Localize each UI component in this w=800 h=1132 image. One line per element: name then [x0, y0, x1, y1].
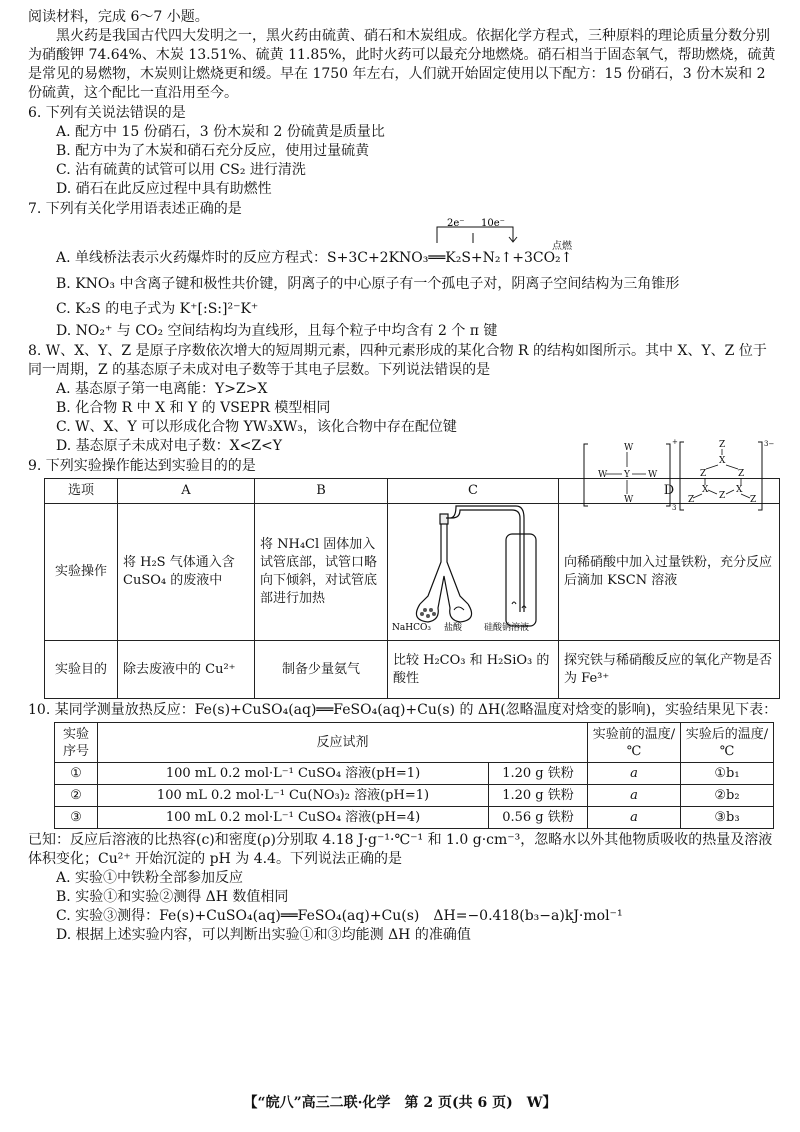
atom-w-left: W [598, 470, 608, 480]
row-temp-after: ②b₂ [681, 785, 774, 807]
apparatus-diagram [388, 504, 548, 634]
electron-label-10: 10e⁻ [481, 218, 505, 229]
atom-z-4: Z [719, 491, 726, 501]
label-nahco3: NaHCO₃ [392, 623, 431, 633]
atom-z-2: Z [700, 469, 707, 479]
row-solution: 100 mL 0.2 mol·L⁻¹ CuSO₄ 溶液(pH=4) [98, 807, 489, 829]
q6-option-c: C. 沾有硫黄的试管可以用 CS₂ 进行清洗 [56, 162, 306, 178]
q10-option-a: A. 实验①中铁粉全部参加反应 [56, 870, 244, 886]
compound-r-structure [580, 436, 775, 512]
row-number: ③ [55, 807, 98, 829]
q8-option-c: C. W、X、Y 可以形成化合物 YW₃XW₃，该化合物中存在配位键 [56, 419, 457, 435]
q9-operation-d: 向稀硝酸中加入过量铁粉，充分反应后滴加 KSCN 溶液 [559, 504, 780, 641]
row-number: ① [55, 763, 98, 785]
reading-passage: 黑火药是我国古代四大发明之一，黑火药由硫黄、硝石和木炭组成。依据化学方程式，三种原料的理论质量分数分别为硝酸钾 74.64%、木炭 13.51%、硫黄 11.85%，此时火药可以最充分地燃烧。硝石相当于固态氧气，帮助燃烧，硫黄是常见的易燃物，木炭则让燃烧更和缓。早在 1750 年左右，人们就开始固定使用以下配方：15 份硝石，3 份木炭和 2 份硫黄，这个配比一直沿用至今。 [28, 28, 776, 101]
atom-x-2: X [702, 485, 709, 495]
row-solution: 100 mL 0.2 mol·L⁻¹ Cu(NO₃)₂ 溶液(pH=1) [98, 785, 489, 807]
table-row [55, 807, 774, 829]
row-iron: 0.56 g 铁粉 [489, 807, 588, 829]
row-number: ② [55, 785, 98, 807]
q8-option-b: B. 化合物 R 中 X 和 Y 的 VSEPR 模型相同 [56, 400, 331, 416]
atom-x-3: X [736, 485, 743, 495]
cation-count: 3 [672, 504, 677, 512]
q9-stem: 9. 下列实验操作能达到实验目的的是 [28, 458, 256, 474]
atom-z-6: Z [750, 495, 757, 505]
reading-intro: 阅读材料，完成 6～7 小题。 [28, 9, 209, 25]
q7-option-a [28, 219, 778, 275]
q10-option-b: B. 实验①和实验②测得 ΔH 数值相同 [56, 889, 289, 905]
q9-operation-label: 实验操作 [45, 504, 118, 641]
q7-option-a-text: A. 单线桥法表示火药爆炸时的反应方程式：S+3C+2KNO₃══K₂S+N₂↑+3CO₂↑ [56, 250, 573, 266]
table-row [55, 763, 774, 785]
q6-option-d: D. 硝石在此反应过程中具有助燃性 [56, 181, 272, 197]
row-temp-after: ①b₁ [681, 763, 774, 785]
q7-stem: 7. 下列有关化学用语表述正确的是 [28, 201, 242, 217]
q8-option-d: D. 基态原子未成对电子数：X<Z<Y [56, 438, 283, 454]
q9-operation-c [388, 504, 559, 641]
label-sodium-silicate: 硅酸钠溶液 [484, 623, 530, 633]
table-row [55, 785, 774, 807]
q10-stem: 10. 某同学测量放热反应：Fe(s)+CuSO₄(aq)══FeSO₄(aq)+Cu(s) 的 ΔH(忽略温度对焓变的影响)，实验结果见下表： [28, 702, 778, 718]
atom-z-3: Z [738, 469, 745, 479]
page-footer: 【“皖八”高三二联·化学 第 2 页(共 6 页) W】 [243, 1095, 557, 1111]
atom-y-center: Y [624, 470, 630, 480]
q6-stem: 6. 下列有关说法错误的是 [28, 105, 186, 121]
atom-w-bottom: W [624, 495, 634, 505]
q7-option-d: D. NO₂⁺ 与 CO₂ 空间结构均为直线形，且每个粒子中均含有 2 个 π 键 [56, 323, 498, 339]
q9-operation-row [45, 504, 780, 641]
q10-known: 已知：反应后溶液的比热容(c)和密度(ρ)分别取 4.18 J·g⁻¹·℃⁻¹ 和 1.0 g·cm⁻³，忽略水以外其他物质吸收的热量及溶液体积变化；Cu²⁺ 开始沉淀的 pH 为 4.4。下列说法正确的是 [28, 832, 773, 867]
q10-option-d: D. 根据上述实验内容，可以判断出实验①和③均能测 ΔH 的准确值 [56, 927, 471, 943]
q10-option-c: C. 实验③测得：Fe(s)+CuSO₄(aq)══FeSO₄(aq)+Cu(s) ΔH=−0.418(b₃−a)kJ·mol⁻¹ [56, 908, 623, 924]
atom-z-1: Z [719, 440, 726, 450]
q9-header-option: 选项 [45, 479, 118, 504]
q9-purpose-label: 实验目的 [45, 641, 118, 699]
q9-operation-b: 将 NH₄Cl 固体加入试管底部，试管口略向下倾斜，对试管底部进行加热 [255, 504, 388, 641]
q9-header-a: A [118, 479, 255, 504]
q8-option-a: A. 基态原子第一电离能：Y>Z>X [56, 381, 268, 397]
q7-option-c: C. K₂S 的电子式为 K⁺[:S:]²⁻K⁺ [56, 301, 259, 317]
anion-charge: 3− [764, 440, 775, 448]
q6-option-a: A. 配方中 15 份硝石，3 份木炭和 2 份硫黄是质量比 [56, 124, 385, 140]
q9-purpose-a: 除去废液中的 Cu²⁺ [118, 641, 255, 699]
q9-purpose-b: 制备少量氨气 [255, 641, 388, 699]
row-temp-before: a [588, 785, 681, 807]
q10-table [54, 722, 774, 829]
atom-w-right: W [648, 470, 658, 480]
q10-header-after: 实验后的温度/℃ [681, 723, 774, 763]
q9-operation-a: 将 H₂S 气体通入含 CuSO₄ 的废液中 [118, 504, 255, 641]
q9-header-b: B [255, 479, 388, 504]
ignition-condition: 点燃 [552, 241, 572, 252]
q9-header-c: C [388, 479, 559, 504]
label-hydrochloric-acid: 盐酸 [444, 623, 463, 633]
q9-purpose-c: 比较 H₂CO₃ 和 H₂SiO₃ 的酸性 [388, 641, 559, 699]
row-iron: 1.20 g 铁粉 [489, 763, 588, 785]
row-temp-after: ③b₃ [681, 807, 774, 829]
row-temp-before: a [588, 807, 681, 829]
q7-option-b: B. KNO₃ 中含离子键和极性共价键，阴离子的中心原子有一个孤电子对，阴离子空间结构为三角锥形 [56, 276, 680, 292]
row-solution: 100 mL 0.2 mol·L⁻¹ CuSO₄ 溶液(pH=1) [98, 763, 489, 785]
electron-label-2: 2e⁻ [447, 218, 465, 229]
q10-header-reagent: 反应试剂 [98, 723, 588, 763]
q9-purpose-d: 探究铁与稀硝酸反应的氧化产物是否为 Fe³⁺ [559, 641, 780, 699]
atom-x-1: X [719, 456, 726, 466]
row-iron: 1.20 g 铁粉 [489, 785, 588, 807]
atom-z-5: Z [688, 495, 695, 505]
single-bridge-arrows [433, 219, 533, 243]
row-temp-before: a [588, 763, 681, 785]
q10-header-no: 实验序号 [55, 723, 98, 763]
q8-stem: 8. W、X、Y、Z 是原子序数依次增大的短周期元素，四种元素形成的某化合物 R 的结构如图所示。其中 X、Y、Z 位于同一周期，Z 的基态原子未成对电子数等于其电子层数。下列说法错误的是 [28, 343, 767, 378]
atom-w-top: W [624, 443, 634, 453]
cation-charge: + [672, 438, 678, 446]
q10-header-before: 实验前的温度/℃ [588, 723, 681, 763]
q9-header-d: D [559, 479, 780, 504]
q10-header-row [55, 723, 774, 763]
q6-option-b: B. 配方中为了木炭和硝石充分反应，使用过量硫黄 [56, 143, 370, 159]
q9-purpose-row [45, 641, 780, 699]
